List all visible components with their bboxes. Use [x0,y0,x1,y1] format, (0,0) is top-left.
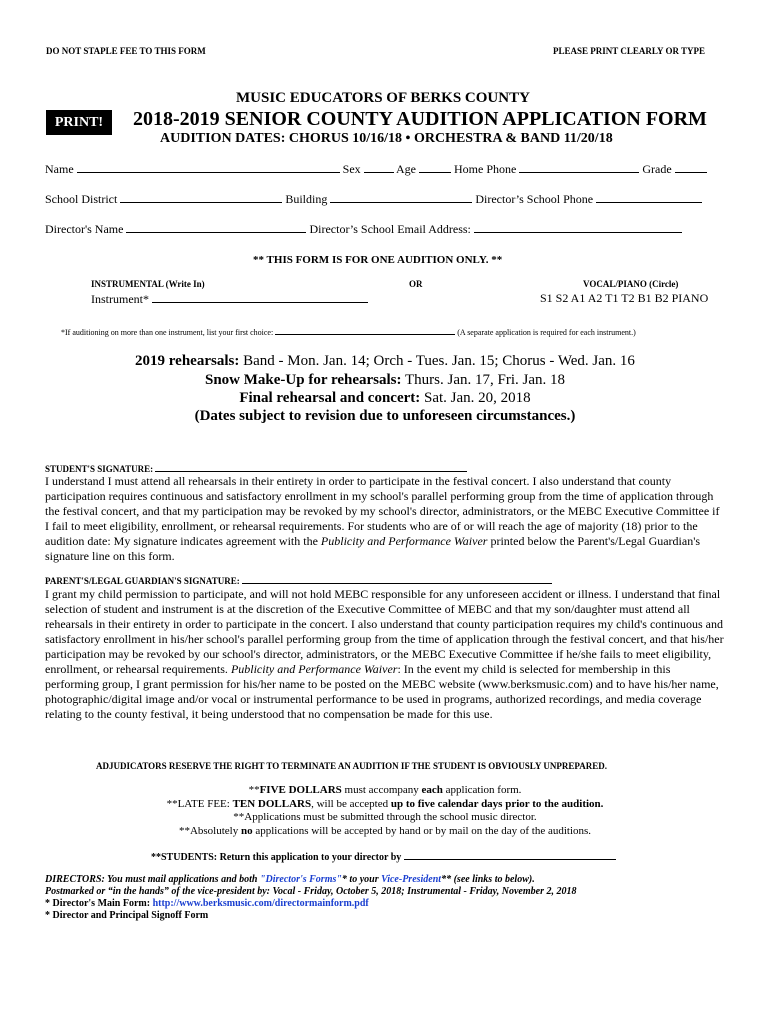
directors-email-field[interactable] [474,221,682,233]
final-rehearsal-label: Final rehearsal and concert: [239,390,421,406]
first-choice-field[interactable] [275,326,455,335]
directors-email-label: Director’s School Email Address: [309,222,471,236]
dates-subject-note: (Dates subject to revision due to unforeseen circumstances.) [194,408,576,424]
age-label: Age [396,162,416,176]
vocal-options[interactable]: S1 S2 A1 A2 T1 T2 B1 B2 PIANO [540,291,709,305]
directors-main-form-link[interactable]: http://www.berksmusic.com/directormainform.pdf [152,898,369,909]
directors-main-form-line: * Director's Main Form: http://www.berksmusic.com/directormainform.pdf [45,898,369,909]
rehearsals-label: 2019 rehearsals: [135,353,240,369]
instrumental-label: INSTRUMENTAL (Write In) [91,279,205,289]
directors-name-field[interactable] [126,221,306,233]
school-row [45,191,702,207]
submission-note: **Applications must be submitted through the school music director. [233,811,537,823]
no-hand-delivery-note: **Absolutely no applications will be accepted by hand or by mail on the day of the auditions. [178,825,592,837]
organization-name: MUSIC EDUCATORS OF BERKS COUNTY [236,90,530,106]
home-phone-field[interactable] [519,161,639,173]
rehearsals-text: Band - Mon. Jan. 14; Orch - Tues. Jan. 15; Chorus - Wed. Jan. 16 [239,353,635,369]
form-title: 2018-2019 SENIOR COUNTY AUDITION APPLICATION FORM [133,108,707,130]
sex-label: Sex [342,162,361,176]
return-label: **STUDENTS: Return this application to your director by [151,852,402,863]
print-clearly-note: PLEASE PRINT CLEARLY OR TYPE [553,46,706,56]
parent-signature-label: PARENT'S/LEGAL GUARDIAN'S SIGNATURE: [45,576,240,586]
parent-signature-row [45,575,552,586]
late-fee-line: **LATE FEE: TEN DOLLARS, will be accepted up to five calendar days prior to the audition. [166,798,604,810]
vocal-piano-label: VOCAL/PIANO (Circle) [583,279,679,289]
audition-dates: AUDITION DATES: CHORUS 10/16/18 • ORCHESTRA & BAND 11/20/18 [160,131,613,146]
instrument-label: Instrument* [91,292,149,306]
directors-school-phone-field[interactable] [596,191,702,203]
directors-name-label: Director's Name [45,222,124,236]
vice-president-link[interactable]: Vice-President [381,874,442,885]
snow-makeup-text: Thurs. Jan. 17, Fri. Jan. 18 [401,372,565,388]
fee-line-1: **FIVE DOLLARS must accompany each application form. [248,784,522,796]
separate-application-note: (A separate application is required for each instrument.) [457,328,636,337]
directors-forms-link[interactable]: "Director's Forms" [259,874,342,885]
parent-signature-field[interactable] [242,575,552,584]
name-row [45,161,707,177]
final-rehearsal-text: Sat. Jan. 20, 2018 [420,390,531,406]
sex-field[interactable] [364,161,394,173]
return-row [151,850,616,863]
grade-label: Grade [642,162,672,176]
signoff-form-line: * Director and Principal Signoff Form [45,910,209,921]
student-signature-row [45,463,467,474]
snow-makeup-line [0,372,770,389]
instrument-row [91,291,368,307]
multi-instrument-row [61,326,636,337]
grade-field[interactable] [675,161,707,173]
student-signature-field[interactable] [155,463,467,472]
school-district-field[interactable] [120,191,282,203]
snow-makeup-label: Snow Make-Up for rehearsals: [204,372,402,388]
one-audition-note: ** THIS FORM IS FOR ONE AUDITION ONLY. ** [253,254,503,266]
student-agreement-text: I understand I must attend all rehearsals in their entirety in order to participate in the festival concert. I also understand that county participation requires continuous and satisfactory enrollment in my school's parallel performing group from the time of application through the festival concert, and that my participation may be revoked by my school's director, administrators, or the MEBC Executive Committee if I fail to meet eligibility, enrollment, or rehearsal requirements. For students who are of or will reach the age of majority (18) prior to the audition date: My signature indicates agreement with the Publicity and Performance Waiver printed below the Parent's/Legal Guardian's signature line on this form. [45,474,720,563]
director-row [45,221,682,237]
home-phone-label: Home Phone [454,162,517,176]
final-rehearsal-line [0,390,770,407]
school-district-label: School District [45,192,118,206]
no-staple-note: DO NOT STAPLE FEE TO THIS FORM [46,46,206,56]
parent-agreement-text: I grant my child permission to participate, and will not hold MEBC responsible for any unforeseen accident or illness. I understand that final selection of student and instrument is at the discretion of the Executive Committee of MEBC and that my son/daughter must attend all rehearsals in their entirety in order to participate in the concert. I also understand that county participation requires my child's continuous and satisfactory enrollment in his/her school's parallel performing group from the time of application through the festival concert, and that his/her participation may be revoked by our school's director, administrators, or the MEBC Executive Committee if he/she fails to meet eligibility, enrollment, or rehearsal requirements. Publicity and Performance Waiver: In the event my child is selected for membership in this performing group, I grant permission for his/her name to be posted on the MEBC website (www.berksmusic.com) and to have his/her name, photographic/digital image and/or vocal or instrumental performance to be used in programs, authorized recordings, and media coverage relating to the county festival, it being understood that no compensation be made for this use. [45,587,724,721]
adjudicators-note: ADJUDICATORS RESERVE THE RIGHT TO TERMINATE AN AUDITION IF THE STUDENT IS OBVIOUSLY UNPREPARED. [96,761,607,771]
rehearsals-line [0,353,770,370]
return-date-field[interactable] [404,850,616,860]
or-label: OR [409,279,423,289]
building-field[interactable] [330,191,472,203]
directors-mail-line: DIRECTORS: You must mail applications and both "Director's Forms"* to your Vice-President** (see links to below). [45,874,535,885]
directors-school-phone-label: Director’s School Phone [475,192,594,206]
print-button[interactable]: PRINT! [46,110,112,135]
student-signature-label: STUDENT'S SIGNATURE: [45,464,154,474]
multi-instrument-note: *If auditioning on more than one instrument, list your first choice: [61,328,274,337]
age-field[interactable] [419,161,451,173]
name-label: Name [45,162,74,176]
instrument-field[interactable] [152,291,368,303]
postmark-deadline: Postmarked or “in the hands” of the vice-president by: Vocal - Friday, October 5, 2018; Instrumental - Friday, November 2, 2018 [45,886,577,897]
name-field[interactable] [77,161,340,173]
building-label: Building [285,192,328,206]
